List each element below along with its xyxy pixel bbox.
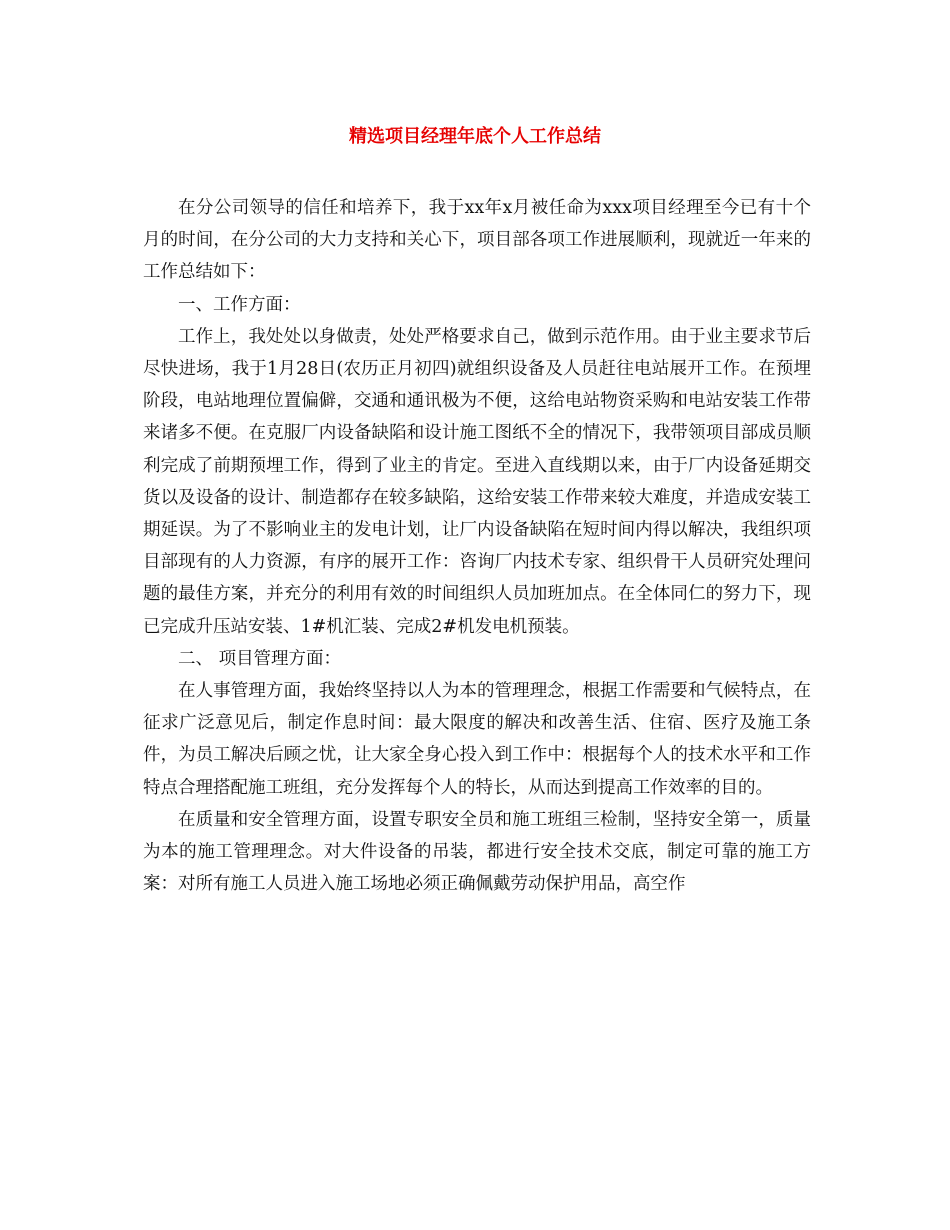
section-heading-management: 二、 项目管理方面： — [178, 648, 342, 669]
section-heading-work: 一、工作方面： — [178, 294, 301, 315]
paragraph-work: 工作上，我处处以身做责，处处严格要求自己，做到示范作用。由于业主要求节后尽快进场，我于1月28日(农历正月初四)就组织设备及人员赶往电站展开工作。在预埋阶段，电站地理位置偏僻，交通和通讯极为不便，这给电站物资采购和电站安装工作带来诸多不便。在克服厂内设备缺陷和设计施工图纸不全的情况下，我带领项目部成员顺利完成了前期预埋工作，得到了业主的肯定。至进入直线期以来，由于厂内设备延期交货以及设备的设计、制造都存在较多缺陷，这给安装工作带来较大难度，并造成安装工期延误。为了不影响业主的发电计划，让厂内设备缺陷在短时间内得以解决，我组织项目部现有的人力资源，有序的展开工作：咨询厂内技术专家、组织骨干人员研究处理问题的最佳方案，并充分的利用有效的时间组织人员加班加点。在全体同仁的努力下，现已完成升压站安装、1#机汇装、完成2#机发电机预装。 — [143, 326, 811, 637]
document-title: 精选项目经理年底个人工作总结 — [349, 126, 601, 147]
document-body — [143, 192, 811, 900]
paragraph-safety: 在质量和安全管理方面，设置专职安全员和施工班组三检制，坚持安全第一，质量为本的施工管理理念。对大件设备的吊装，都进行安全技术交底，制定可靠的施工方案：对所有施工人员进入施工场地必须正确佩戴劳动保护用品，高空作 — [143, 809, 811, 895]
paragraph-intro: 在分公司领导的信任和培养下，我于xx年x月被任命为xxx项目经理至今已有十个月的时间，在分公司的大力支持和关心下，项目部各项工作进展顺利，现就近一年来的工作总结如下： — [143, 198, 811, 283]
paragraph-personnel: 在人事管理方面，我始终坚持以人为本的管理理念，根据工作需要和气候特点，在征求广泛意见后，制定作息时间：最大限度的解决和改善生活、住宿、医疗及施工条件，为员工解决后顾之忧，让大家全身心投入到工作中：根据每个人的技术水平和工作特点合理搭配施工班组，充分发挥每个人的特长，从而达到提高工作效率的目的。 — [143, 681, 811, 798]
